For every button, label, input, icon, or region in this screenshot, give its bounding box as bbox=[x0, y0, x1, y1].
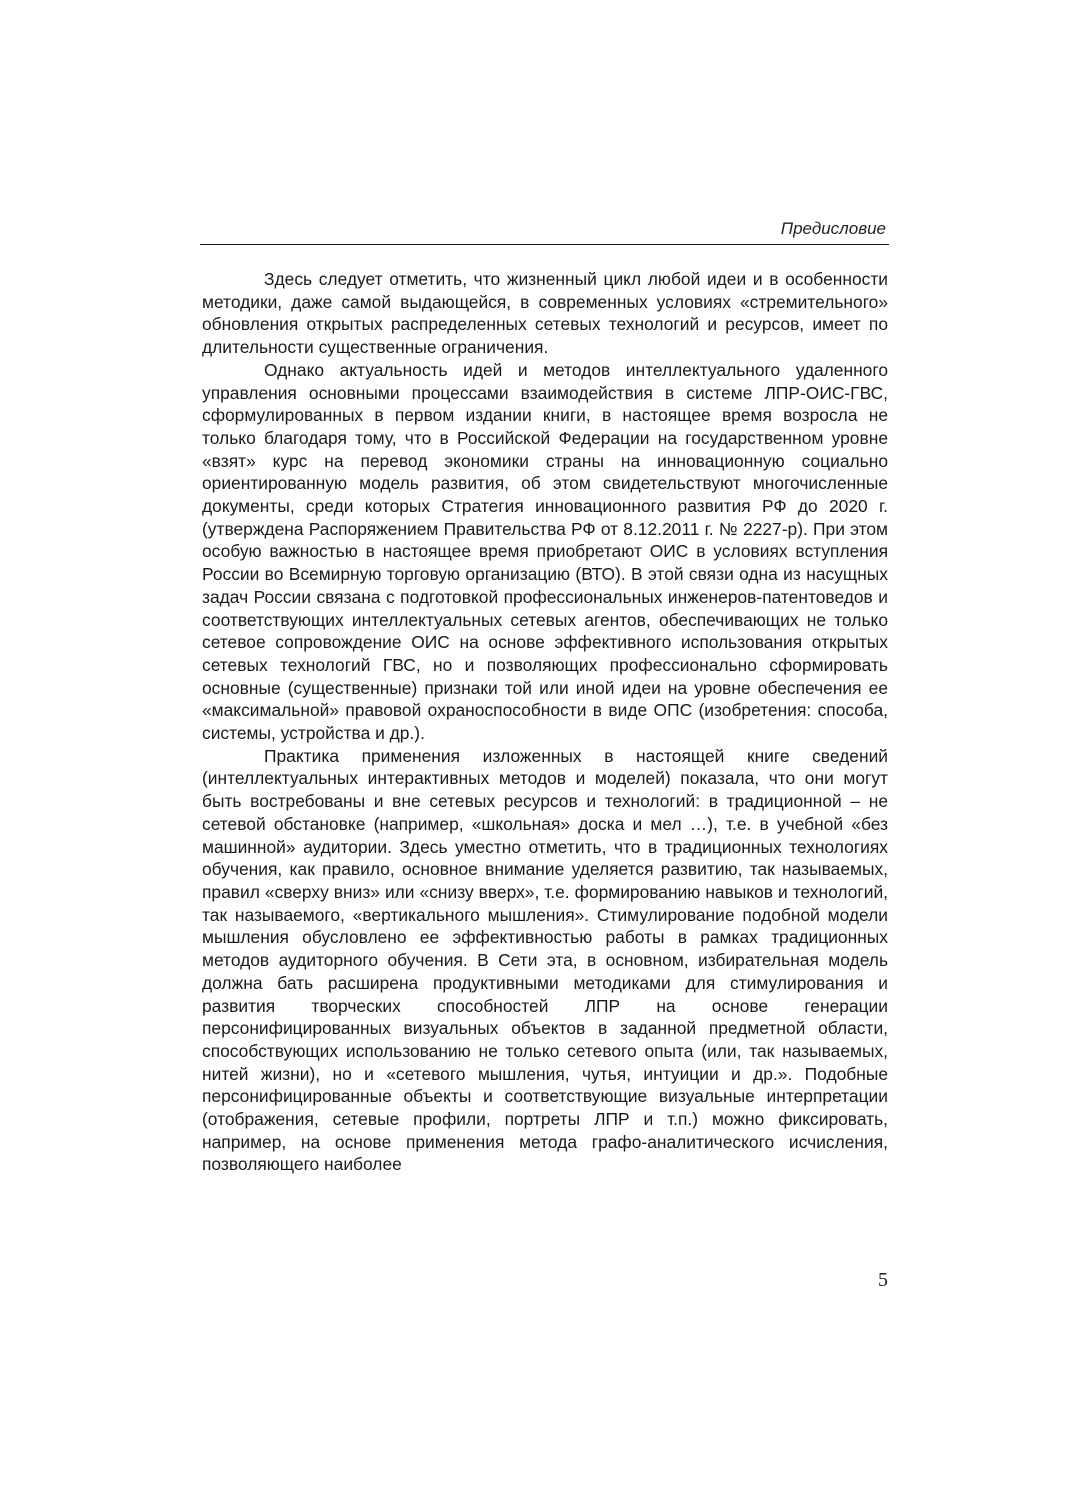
paragraph-2: Однако актуальность идей и методов интеллектуального удаленного управления основными процессами взаимодействия в системе ЛПР-ОИС-ГВС, сформулированных в первом издании книги, в настоящее время возросла не только благодаря тому, что в Российской Федерации на государственном уровне «взят» курс на перевод экономики страны на инновационную социально ориентированную модель развития, об этом свидетельствуют многочисленные документы, среди которых Стратегия инновационного развития РФ до 2020 г. (утверждена Распоряжением Правительства РФ от 8.12.2011 г. № 2227-р). При этом особую важностью в настоящее время приобретают ОИС в условиях вступления России во Всемирную торговую организацию (ВТО). В этой связи одна из насущных задач России связана с подготовкой профессиональных инженеров-патентоведов и соответствующих интеллектуальных сетевых агентов, обеспечивающих не только сетевое сопровождение ОИС на основе эффективного использования открытых сетевых технологий ГВС, но и позволяющих профессионально сформировать основные (существенные) признаки той или иной идеи на уровне обеспечения ее «максимальной» правовой охраноспособности в виде ОПС (изобретения: способа, системы, устройства и др.). bbox=[202, 359, 888, 744]
paragraph-1: Здесь следует отметить, что жизненный цикл любой идеи и в особенности методики, даже самой выдающейся, в современных условиях «стремительного» обновления открытых распределенных сетевых технологий и ресурсов, имеет по длительности существенные ограничения. bbox=[202, 269, 888, 358]
body-text bbox=[202, 268, 888, 1176]
paragraph-3: Практика применения изложенных в настоящей книге сведений (интеллектуальных интерактивных методов и моделей) показала, что они могут быть востребованы и вне сетевых ресурсов и технологий: в традиционной – не сетевой обстановке (например, «школьная» доска и мел …), т.е. в учебной «без машинной» аудитории. Здесь уместно отметить, что в традиционных технологиях обучения, как правило, основное внимание уделяется развитию, так называемых, правил «сверху вниз» или «снизу вверх», т.е. формированию навыков и технологий, так называемого, «вертикального мышления». Стимулирование подобной модели мышления обусловлено ее эффективностью работы в рамках традиционных методов аудиторного обучения. В Сети эта, в основном, избирательная модель должна бать расширена продуктивными методиками для стимулирования и развития творческих способностей ЛПР на основе генерации персонифицированных визуальных объектов в заданной предметной области, способствующих использованию не только сетевого опыта (или, так называемых, нитей жизни), но и «сетевого мышления, чутья, интуиции и др.». Подобные персонифицированные объекты и соответствующие визуальные интерпретации (отображения, сетевые профили, портреты ЛПР и т.п.) можно фиксировать, например, на основе применения метода графо-аналитического исчисления, позволяющего наиболее bbox=[202, 745, 888, 1175]
header-rule bbox=[200, 244, 889, 245]
running-head-title: Предисловие bbox=[780, 219, 886, 238]
page-number: 5 bbox=[878, 1269, 888, 1291]
